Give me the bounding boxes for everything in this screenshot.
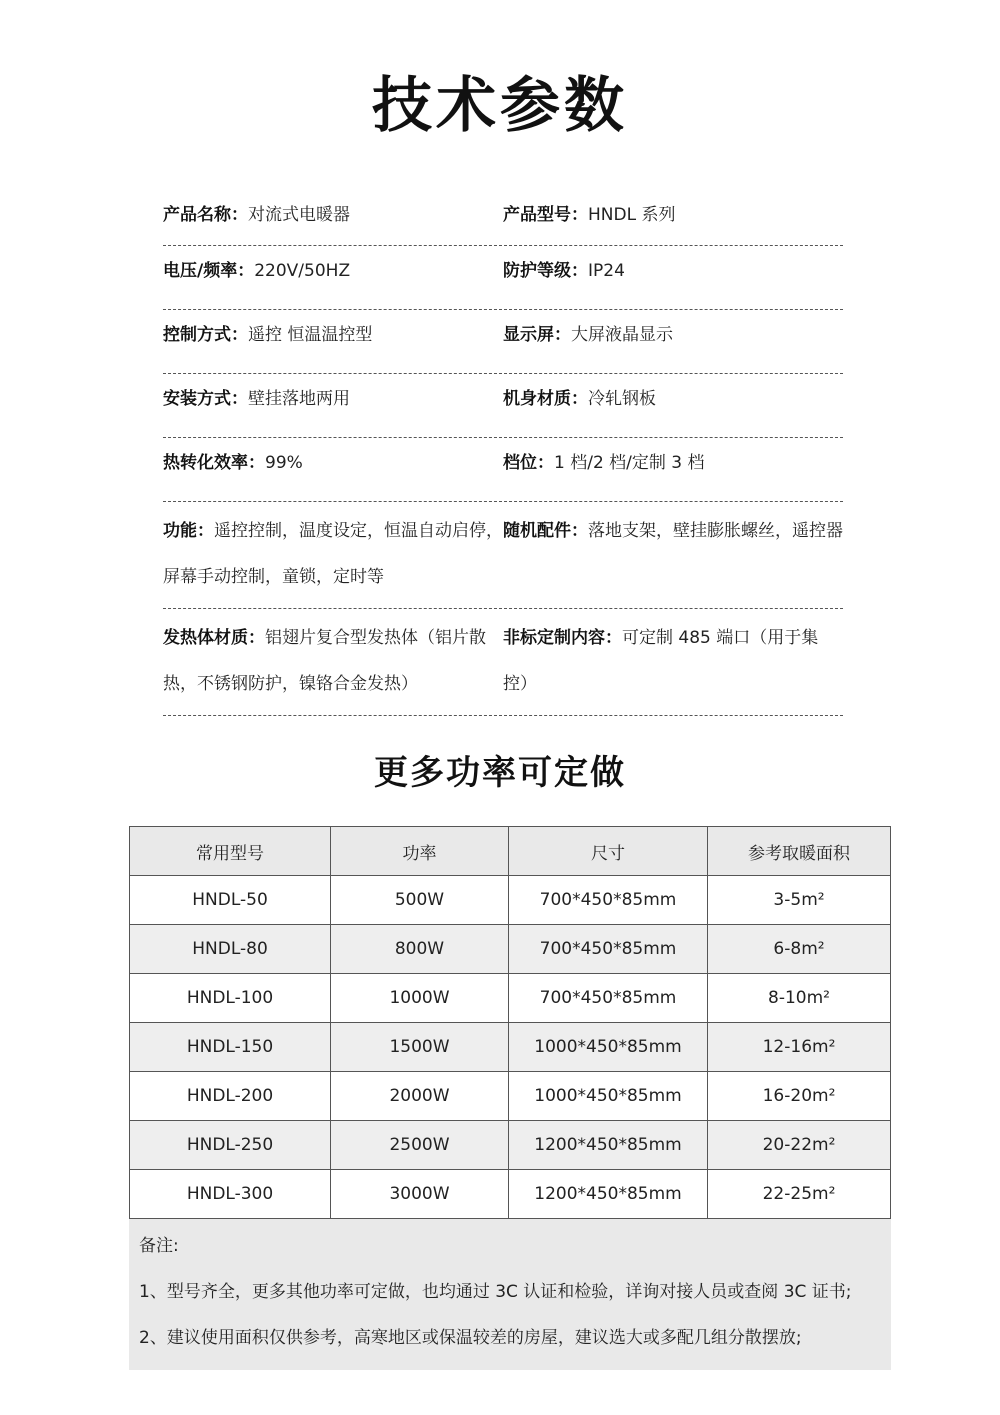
spec-label: 防护等级： — [503, 261, 588, 281]
spec-value: 对流式电暖器 — [248, 205, 350, 225]
cell-model: HNDL-300 — [130, 1170, 331, 1219]
spec-label: 机身材质： — [503, 389, 588, 409]
notes-heading: 备注: — [139, 1236, 179, 1256]
cell-model: HNDL-80 — [130, 925, 331, 974]
cell-power: 3000W — [331, 1170, 509, 1219]
cell-size: 700*450*85mm — [509, 974, 708, 1023]
cell-power: 1000W — [331, 974, 509, 1023]
cell-size: 700*450*85mm — [509, 876, 708, 925]
table-header-row — [130, 827, 891, 876]
spec-value: 99% — [265, 453, 303, 473]
spec-cell-right — [503, 508, 843, 554]
spec-cell-left — [163, 508, 503, 600]
cell-model: HNDL-250 — [130, 1121, 331, 1170]
spec-row — [163, 246, 843, 310]
spec-cell-right — [503, 386, 843, 412]
spec-label: 电压/频率： — [163, 261, 255, 281]
spec-cell-right — [503, 450, 843, 476]
page-title: 技术参数 — [372, 71, 628, 141]
table-row — [130, 1072, 891, 1121]
cell-area: 12-16m² — [708, 1023, 891, 1072]
cell-model: HNDL-50 — [130, 876, 331, 925]
note-item: 1、型号齐全，更多其他功率可定做，也均通过 3C 认证和检验，详询对接人员或查阅 3C 证书; — [139, 1282, 852, 1302]
spec-label: 产品型号： — [503, 205, 588, 225]
table-row — [130, 876, 891, 925]
cell-size: 700*450*85mm — [509, 925, 708, 974]
cell-size: 1200*450*85mm — [509, 1170, 708, 1219]
cell-power: 500W — [331, 876, 509, 925]
spec-label: 控制方式： — [163, 325, 248, 345]
spec-value: 冷轧钢板 — [588, 389, 656, 409]
spec-label: 安装方式： — [163, 389, 248, 409]
spec-cell-right — [503, 322, 843, 348]
spec-row — [163, 374, 843, 438]
spec-value: 遥控控制，温度设定，恒温自动启停，屏幕手动控制，童锁，定时等 — [163, 521, 503, 587]
spec-value: 壁挂落地两用 — [248, 389, 350, 409]
spec-label: 非标定制内容： — [503, 628, 622, 648]
table-row — [130, 925, 891, 974]
spec-value: 铝翅片复合型发热体（铝片散热，不锈钢防护，镍铬合金发热） — [163, 628, 486, 694]
cell-model: HNDL-100 — [130, 974, 331, 1023]
cell-model: HNDL-150 — [130, 1023, 331, 1072]
spec-cell-left — [163, 322, 503, 348]
spec-value: 落地支架，壁挂膨胀螺丝，遥控器 — [588, 521, 843, 541]
spec-cell-right — [503, 615, 843, 707]
cell-power: 2000W — [331, 1072, 509, 1121]
cell-area: 16-20m² — [708, 1072, 891, 1121]
spec-row — [163, 310, 843, 374]
table-row — [130, 974, 891, 1023]
spec-label: 随机配件： — [503, 521, 588, 541]
header-size: 尺寸 — [509, 827, 708, 876]
cell-area: 8-10m² — [708, 974, 891, 1023]
spec-label: 显示屏： — [503, 325, 571, 345]
spec-label: 产品名称： — [163, 205, 248, 225]
cell-size: 1200*450*85mm — [509, 1121, 708, 1170]
cell-size: 1000*450*85mm — [509, 1072, 708, 1121]
spec-cell-right — [503, 258, 843, 284]
table-row — [130, 1023, 891, 1072]
cell-power: 1500W — [331, 1023, 509, 1072]
section-title: 更多功率可定做 — [374, 753, 626, 793]
spec-row — [163, 609, 843, 716]
cell-area: 22-25m² — [708, 1170, 891, 1219]
table-row — [130, 1170, 891, 1219]
spec-cell-left — [163, 258, 503, 284]
spec-label: 热转化效率： — [163, 453, 265, 473]
cell-area: 6-8m² — [708, 925, 891, 974]
header-power: 功率 — [331, 827, 509, 876]
model-table — [129, 826, 891, 1219]
note-item: 2、建议使用面积仅供参考，高寒地区或保温较差的房屋，建议选大或多配几组分散摆放; — [139, 1328, 802, 1348]
spec-cell-left — [163, 386, 503, 412]
spec-row — [163, 502, 843, 609]
cell-model: HNDL-200 — [130, 1072, 331, 1121]
spec-label: 发热体材质： — [163, 628, 265, 648]
spec-value: 遥控 恒温温控型 — [248, 325, 373, 345]
spec-value: 大屏液晶显示 — [571, 325, 673, 345]
cell-area: 3-5m² — [708, 876, 891, 925]
header-model: 常用型号 — [130, 827, 331, 876]
spec-cell-right — [503, 202, 843, 228]
spec-cell-left — [163, 202, 503, 228]
spec-label: 档位： — [503, 453, 554, 473]
spec-value: 1 档/2 档/定制 3 档 — [554, 453, 705, 473]
spec-value: 220V/50HZ — [254, 261, 351, 281]
header-area: 参考取暖面积 — [708, 827, 891, 876]
spec-value: IP24 — [588, 261, 625, 281]
spec-list — [163, 190, 843, 716]
spec-value: 可定制 485 端口（用于集控） — [503, 628, 819, 694]
cell-area: 20-22m² — [708, 1121, 891, 1170]
model-table-wrapper — [129, 826, 891, 1370]
spec-value: HNDL 系列 — [588, 205, 676, 225]
table-row — [130, 1121, 891, 1170]
spec-row — [163, 190, 843, 246]
spec-cell-left — [163, 450, 503, 476]
cell-size: 1000*450*85mm — [509, 1023, 708, 1072]
cell-power: 800W — [331, 925, 509, 974]
spec-cell-left — [163, 615, 503, 707]
cell-power: 2500W — [331, 1121, 509, 1170]
spec-label: 功能： — [163, 521, 214, 541]
notes-box — [129, 1218, 891, 1370]
spec-row — [163, 438, 843, 502]
